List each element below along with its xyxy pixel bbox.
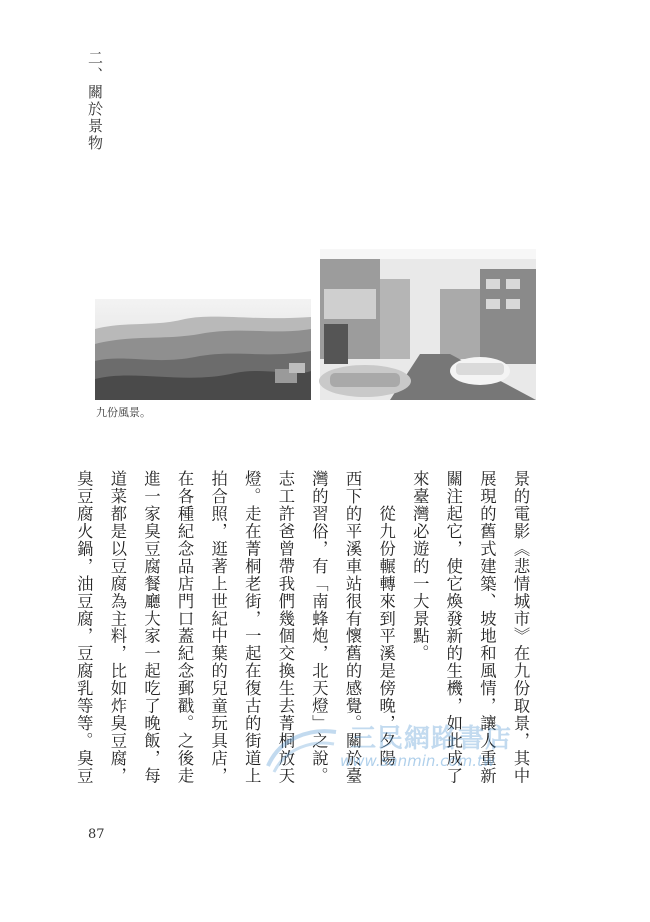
text-column: 道菜都是以豆腐為主料，比如炸臭豆腐， xyxy=(107,470,127,785)
page-number: 87 xyxy=(88,827,105,842)
watermark-title: 三民網路書店 xyxy=(350,724,513,754)
watermark-url: www.sanmin.com.tw xyxy=(340,752,496,770)
text-column: 關注起它，使它煥發新的生機，如此成了 xyxy=(443,470,463,785)
text-column: 西下的平溪車站很有懷舊的感覺。關於臺 xyxy=(343,470,363,785)
street-scene-photo xyxy=(320,249,536,400)
text-column: 來臺灣必遊的一大景點。 xyxy=(410,470,430,663)
text-column: 志工許爸曾帶我們幾個交換生去菁桐放天 xyxy=(275,470,295,785)
text-column: 臭豆腐火鍋，油豆腐，豆腐乳等等。臭豆 xyxy=(74,470,94,785)
photo-caption: 九份風景。 xyxy=(96,406,151,419)
text-column: 展現的舊式建築、坡地和風情，讓人重新 xyxy=(477,470,497,785)
text-column: 在各種紀念品店門口蓋紀念郵戳。之後走 xyxy=(175,470,195,785)
body-text xyxy=(74,470,537,795)
text-column: 拍合照，逛著上世紀中葉的兒童玩具店， xyxy=(208,470,228,785)
text-column: 從九份輾轉來到平溪是傍晚，夕陽 xyxy=(376,470,396,768)
text-column: 灣的習俗，有「南蜂炮，北天燈」之說。 xyxy=(309,470,329,785)
mountain-landscape-photo xyxy=(95,299,311,400)
text-column: 景的電影《悲情城市》在九份取景，其中 xyxy=(511,470,530,785)
text-column: 燈。走在菁桐老街，一起在復古的街道上 xyxy=(242,470,262,785)
chapter-heading: 二、關於景物 xyxy=(86,50,104,152)
text-column: 進一家臭豆腐餐廳大家一起吃了晚飯，每 xyxy=(141,470,161,785)
